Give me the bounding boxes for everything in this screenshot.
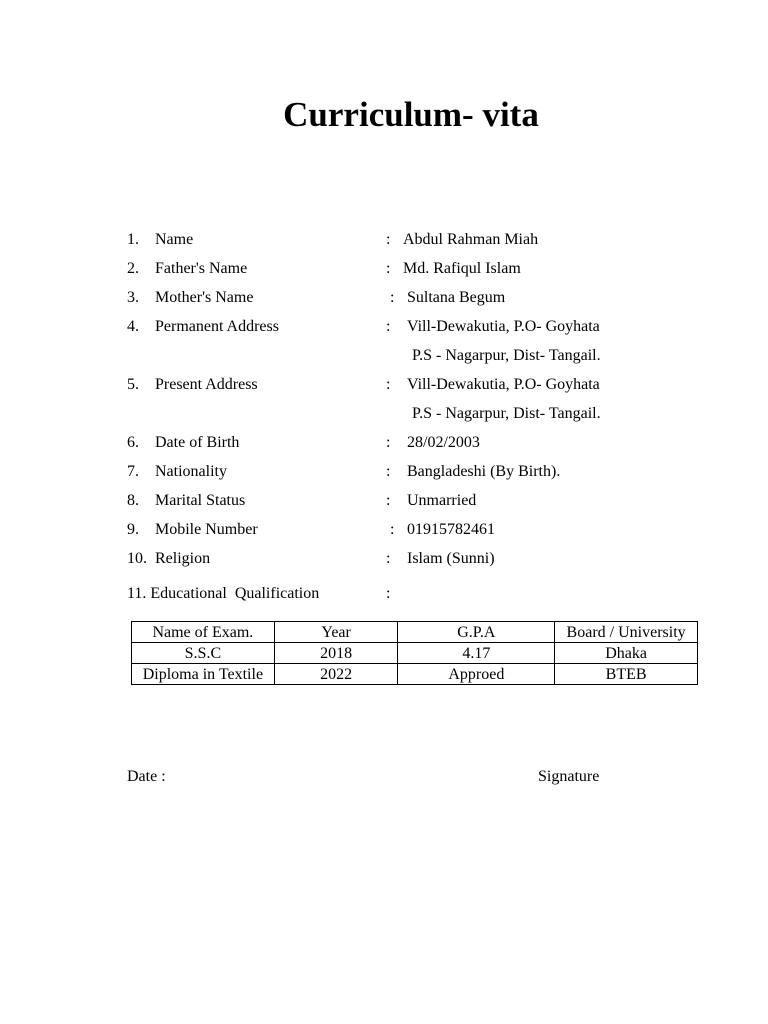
row-value-continued: P.S - Nagarpur, Dist- Tangail. — [412, 347, 601, 364]
column-header: Board / University — [555, 622, 698, 643]
column-header: Year — [274, 622, 398, 643]
cv-row-date-of-birth — [0, 433, 768, 462]
row-label: Mobile Number — [155, 521, 258, 538]
cv-row-education-heading — [0, 584, 768, 613]
row-colon: : — [386, 550, 391, 567]
cv-row-religion — [0, 549, 768, 578]
row-label: Marital Status — [155, 492, 246, 509]
row-label: Date of Birth — [155, 434, 240, 451]
row-label: Nationality — [155, 463, 227, 480]
document-title: Curriculum- vita — [283, 95, 539, 134]
table-cell: Diploma in Textile — [132, 664, 275, 685]
row-colon: : — [386, 318, 391, 335]
row-colon: : — [386, 376, 391, 393]
row-value: Vill-Dewakutia, P.O- Goyhata — [407, 376, 600, 393]
row-label: Mother's Name — [155, 289, 254, 306]
row-label: Permanent Address — [155, 318, 279, 335]
row-number: 1. — [127, 231, 139, 248]
table-header-row — [132, 622, 698, 643]
row-number: 7. — [127, 463, 139, 480]
row-colon: : — [386, 585, 391, 602]
row-value: 28/02/2003 — [407, 434, 480, 451]
row-value: Islam (Sunni) — [407, 550, 495, 567]
cv-row-permanent-address-line2 — [0, 346, 768, 375]
row-number: 10. — [127, 550, 147, 567]
table-cell: 2022 — [274, 664, 398, 685]
cv-row-present-address — [0, 375, 768, 404]
row-colon: : — [386, 492, 391, 509]
row-value: Abdul Rahman Miah — [403, 231, 539, 248]
table-cell: Approed — [398, 664, 555, 685]
row-number: 6. — [127, 434, 139, 451]
row-value: Bangladeshi (By Birth). — [407, 463, 561, 480]
row-colon: : — [386, 463, 391, 480]
row-value: Md. Rafiqul Islam — [403, 260, 521, 277]
table-cell: Dhaka — [555, 643, 698, 664]
row-colon: : — [386, 260, 391, 277]
row-colon: : — [390, 289, 395, 306]
row-value: Unmarried — [407, 492, 477, 509]
cv-row-nationality — [0, 462, 768, 491]
cv-row-name — [0, 230, 768, 259]
row-number: 4. — [127, 318, 139, 335]
signature-label: Signature — [538, 768, 600, 785]
row-number: 8. — [127, 492, 139, 509]
table-row — [132, 664, 698, 685]
row-colon: : — [386, 434, 391, 451]
row-label: Name — [155, 231, 194, 248]
cv-row-fathers-name — [0, 259, 768, 288]
row-value: Sultana Begum — [407, 289, 506, 306]
row-number: 9. — [127, 521, 139, 538]
table-row — [132, 643, 698, 664]
row-label: Present Address — [155, 376, 258, 393]
cv-row-present-address-line2 — [0, 404, 768, 433]
row-colon: : — [386, 231, 391, 248]
row-value: 01915782461 — [407, 521, 495, 538]
row-label: Father's Name — [155, 260, 248, 277]
date-label: Date : — [127, 768, 166, 785]
row-value: Vill-Dewakutia, P.O- Goyhata — [407, 318, 600, 335]
row-number: 2. — [127, 260, 139, 277]
cv-row-mobile-number — [0, 520, 768, 549]
education-heading: 11. Educational Qualification — [127, 585, 320, 602]
education-table — [131, 621, 698, 685]
table-cell: BTEB — [555, 664, 698, 685]
row-number: 3. — [127, 289, 139, 306]
column-header: G.P.A — [398, 622, 555, 643]
row-number: 5. — [127, 376, 139, 393]
cv-row-permanent-address — [0, 317, 768, 346]
table-cell: S.S.C — [132, 643, 275, 664]
cv-row-marital-status — [0, 491, 768, 520]
row-colon: : — [390, 521, 395, 538]
row-label: Religion — [155, 550, 211, 567]
row-value-continued: P.S - Nagarpur, Dist- Tangail. — [412, 405, 601, 422]
table-cell: 4.17 — [398, 643, 555, 664]
cv-row-mothers-name — [0, 288, 768, 317]
column-header: Name of Exam. — [132, 622, 275, 643]
table-cell: 2018 — [274, 643, 398, 664]
